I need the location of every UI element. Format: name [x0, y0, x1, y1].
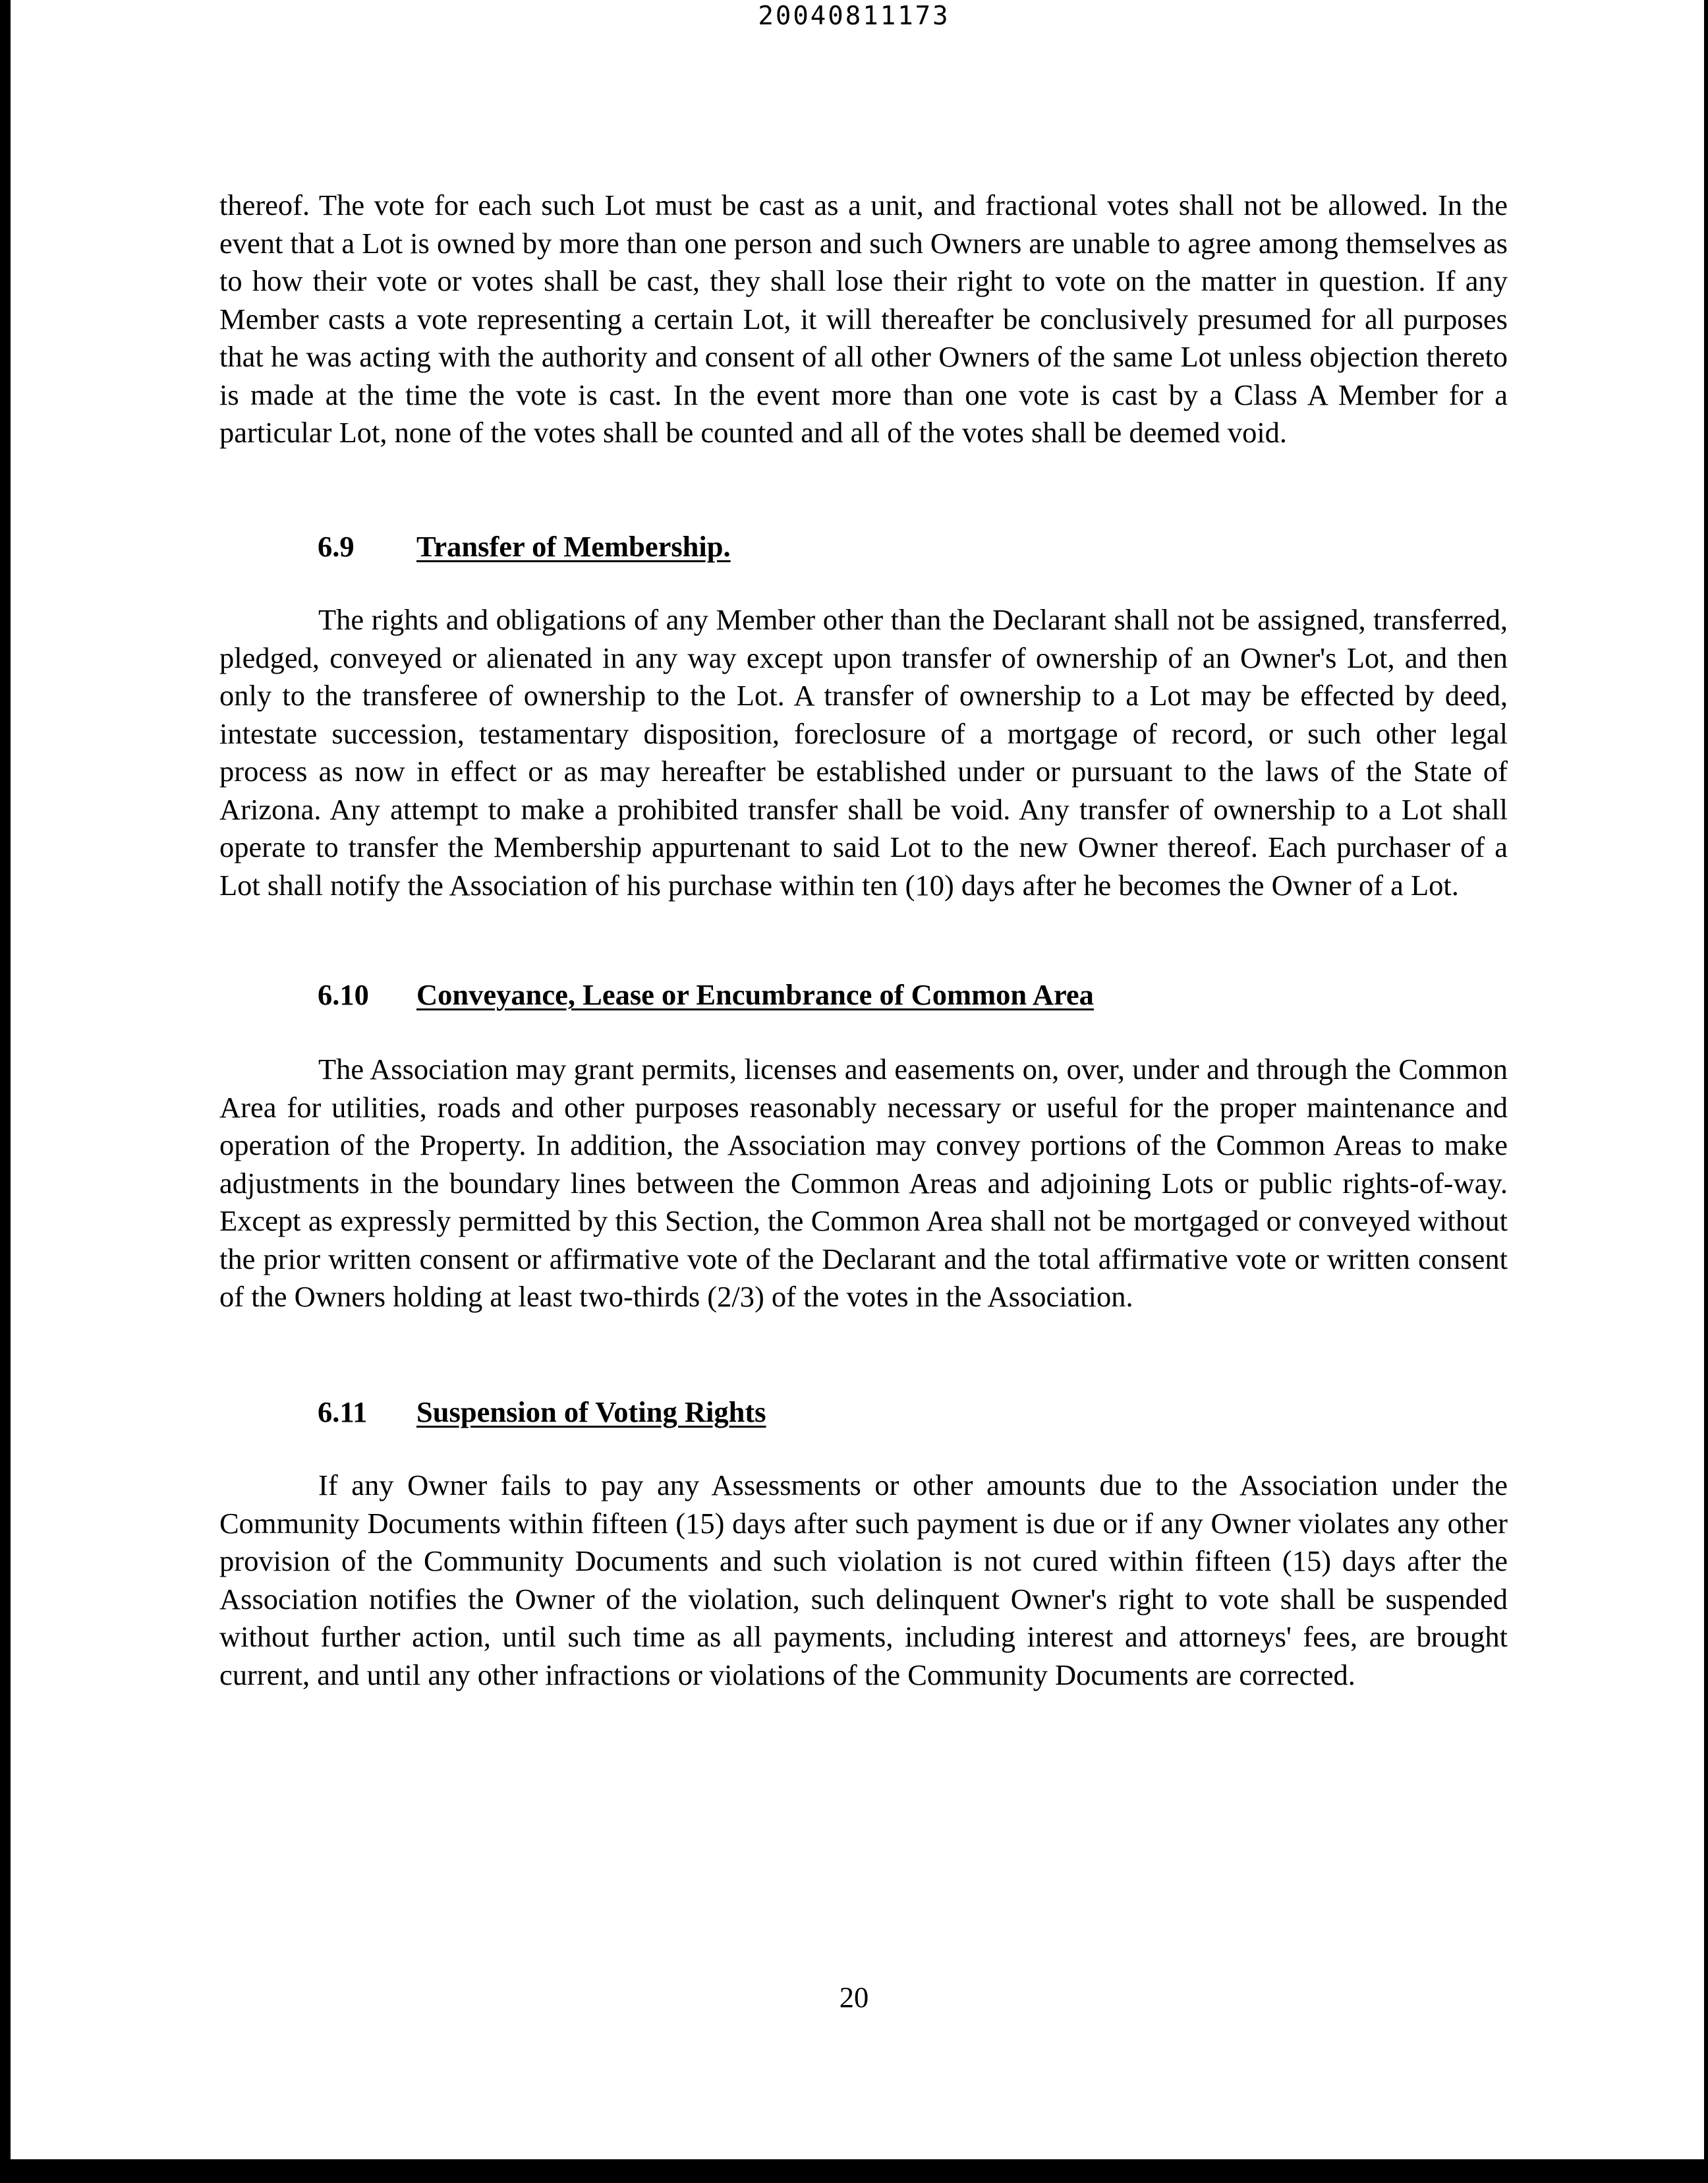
document-number: 20040811173	[758, 1, 950, 31]
scan-left-border	[0, 0, 11, 2183]
section-body-6-11: If any Owner fails to pay any Assessments or other amounts due to the Association under the Community Documents within fifteen (15) days after such payment is due or if any Owner violates any other provision of the Community Documents and such violation is not cured within fifteen (15) days after the Association notifies the Owner of the violation, such delinquent Owner's right to vote shall be suspended without further action, until such time as all payments, including interest and attorneys' fees, are brought current, and until any other infractions or violations of the Community Documents are corrected.	[219, 1469, 1508, 1691]
section-number: 6.9	[318, 530, 355, 563]
section-title: Transfer of Membership.	[416, 530, 731, 563]
section-heading-6-9	[318, 529, 731, 564]
continuation-paragraph: thereof. The vote for each such Lot must be cast as a unit, and fractional votes shall not be allowed. In the event that a Lot is owned by more than one person and such Owners are unable to agree among themselves as to how their vote or votes shall be cast, they shall lose their right to vote on the matter in question. If any Member casts a vote representing a certain Lot, it will thereafter be conclusively presumed for all purposes that he was acting with the authority and consent of all other Owners of the same Lot unless objection thereto is made at the time the vote is cast. In the event more than one vote is cast by a Class A Member for a particular Lot, none of the votes shall be counted and all of the votes shall be deemed void.	[219, 189, 1508, 449]
section-title: Suspension of Voting Rights	[416, 1395, 766, 1428]
section-body-6-10: The Association may grant permits, licenses and easements on, over, under and through the Common Area for utilities, roads and other purposes reasonably necessary or useful for the proper maintenance and operation of the Property. In addition, the Association may convey portions of the Common Areas to make adjustments in the boundary lines between the Common Areas and adjoining Lots or public rights-of-way. Except as expressly permitted by this Section, the Common Area shall not be mortgaged or conveyed without the prior written consent or affirmative vote of the Declarant and the total affirmative vote or written consent of the Owners holding at least two-thirds (2/3) of the votes in the Association.	[219, 1053, 1508, 1313]
section-heading-6-10	[318, 977, 1094, 1012]
scan-bottom-border	[0, 2159, 1708, 2183]
section-body-6-9: The rights and obligations of any Member other than the Declarant shall not be assigned, transferred, pledged, conveyed or alienated in any way except upon transfer of ownership of an Owner's Lot, and then only to the transferee of ownership to the Lot. A transfer of ownership to a Lot may be effected by deed, intestate succession, testamentary disposition, foreclosure of a mortgage of record, or such other legal process as now in effect or as may hereafter be established under or pursuant to the laws of the State of Arizona. Any attempt to make a prohibited transfer shall be void. Any transfer of ownership to a Lot shall operate to transfer the Membership appurtenant to said Lot to the new Owner thereof. Each purchaser of a Lot shall notify the Association of his purchase within ten (10) days after he becomes the Owner of a Lot.	[219, 603, 1508, 902]
scan-right-border	[1704, 0, 1708, 2183]
section-heading-6-11	[318, 1395, 766, 1429]
page-number: 20	[839, 1981, 869, 2014]
section-number: 6.10	[318, 978, 369, 1011]
section-title: Conveyance, Lease or Encumbrance of Common Area	[416, 978, 1094, 1011]
section-number: 6.11	[318, 1395, 368, 1428]
